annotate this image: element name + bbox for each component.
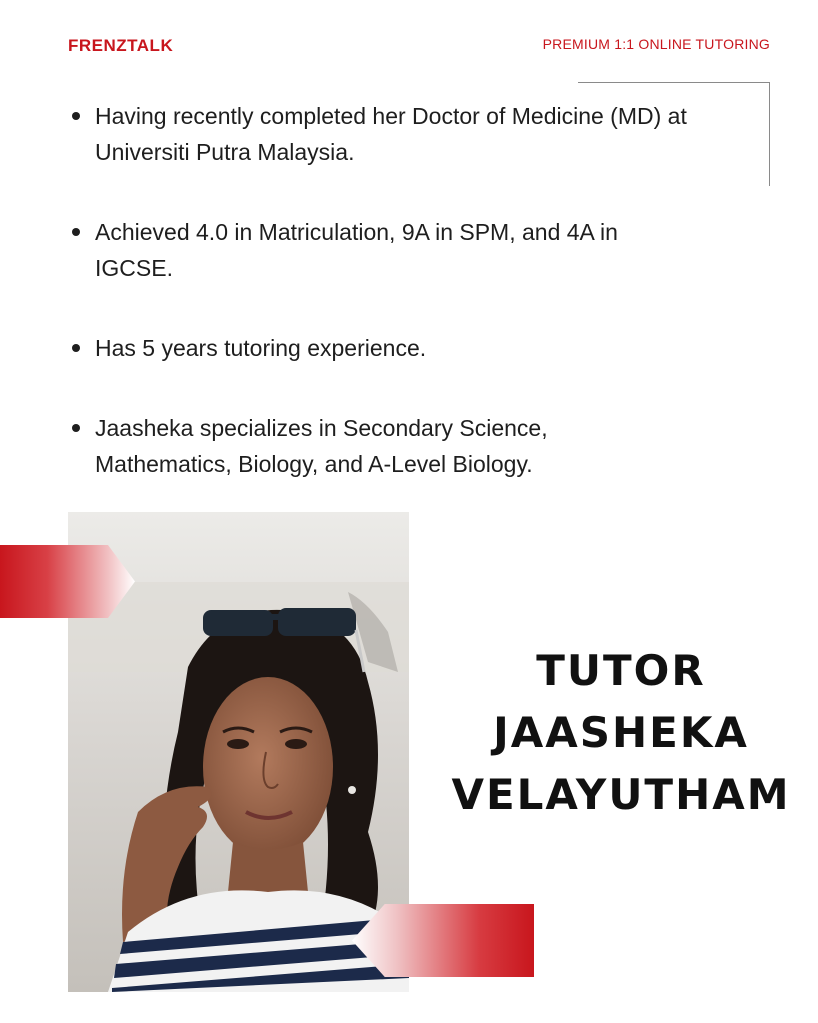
bullet-icon — [72, 424, 80, 432]
decorative-red-arrow-left — [0, 545, 135, 618]
bullet-icon — [72, 112, 80, 120]
bullet-text: Jaasheka specializes in Secondary Science, Mathematics, Biology, and A-Level Biology. — [95, 415, 548, 477]
list-item — [68, 98, 735, 170]
tutor-title-line: TUTOR — [536, 646, 706, 695]
bullet-icon — [72, 228, 80, 236]
list-item — [68, 214, 695, 286]
tutor-first-name: JAASHEKA — [493, 708, 749, 757]
bullet-text: Has 5 years tutoring experience. — [95, 335, 427, 361]
brand-logo-text: FRENZTALK — [68, 36, 174, 55]
bullet-icon — [72, 344, 80, 352]
header-tagline: PREMIUM 1:1 ONLINE TUTORING — [542, 36, 770, 52]
list-item — [68, 410, 615, 482]
tutor-last-name: VELAYUTHAM — [451, 770, 791, 819]
bullet-text: Achieved 4.0 in Matriculation, 9A in SPM, and 4A in IGCSE. — [95, 219, 618, 281]
bullet-text: Having recently completed her Doctor of Medicine (MD) at Universiti Putra Malaysia. — [95, 103, 687, 165]
qualifications-list — [68, 98, 748, 526]
tutor-name-heading — [436, 640, 806, 826]
decorative-red-arrow-right — [352, 904, 534, 977]
list-item — [68, 330, 748, 366]
